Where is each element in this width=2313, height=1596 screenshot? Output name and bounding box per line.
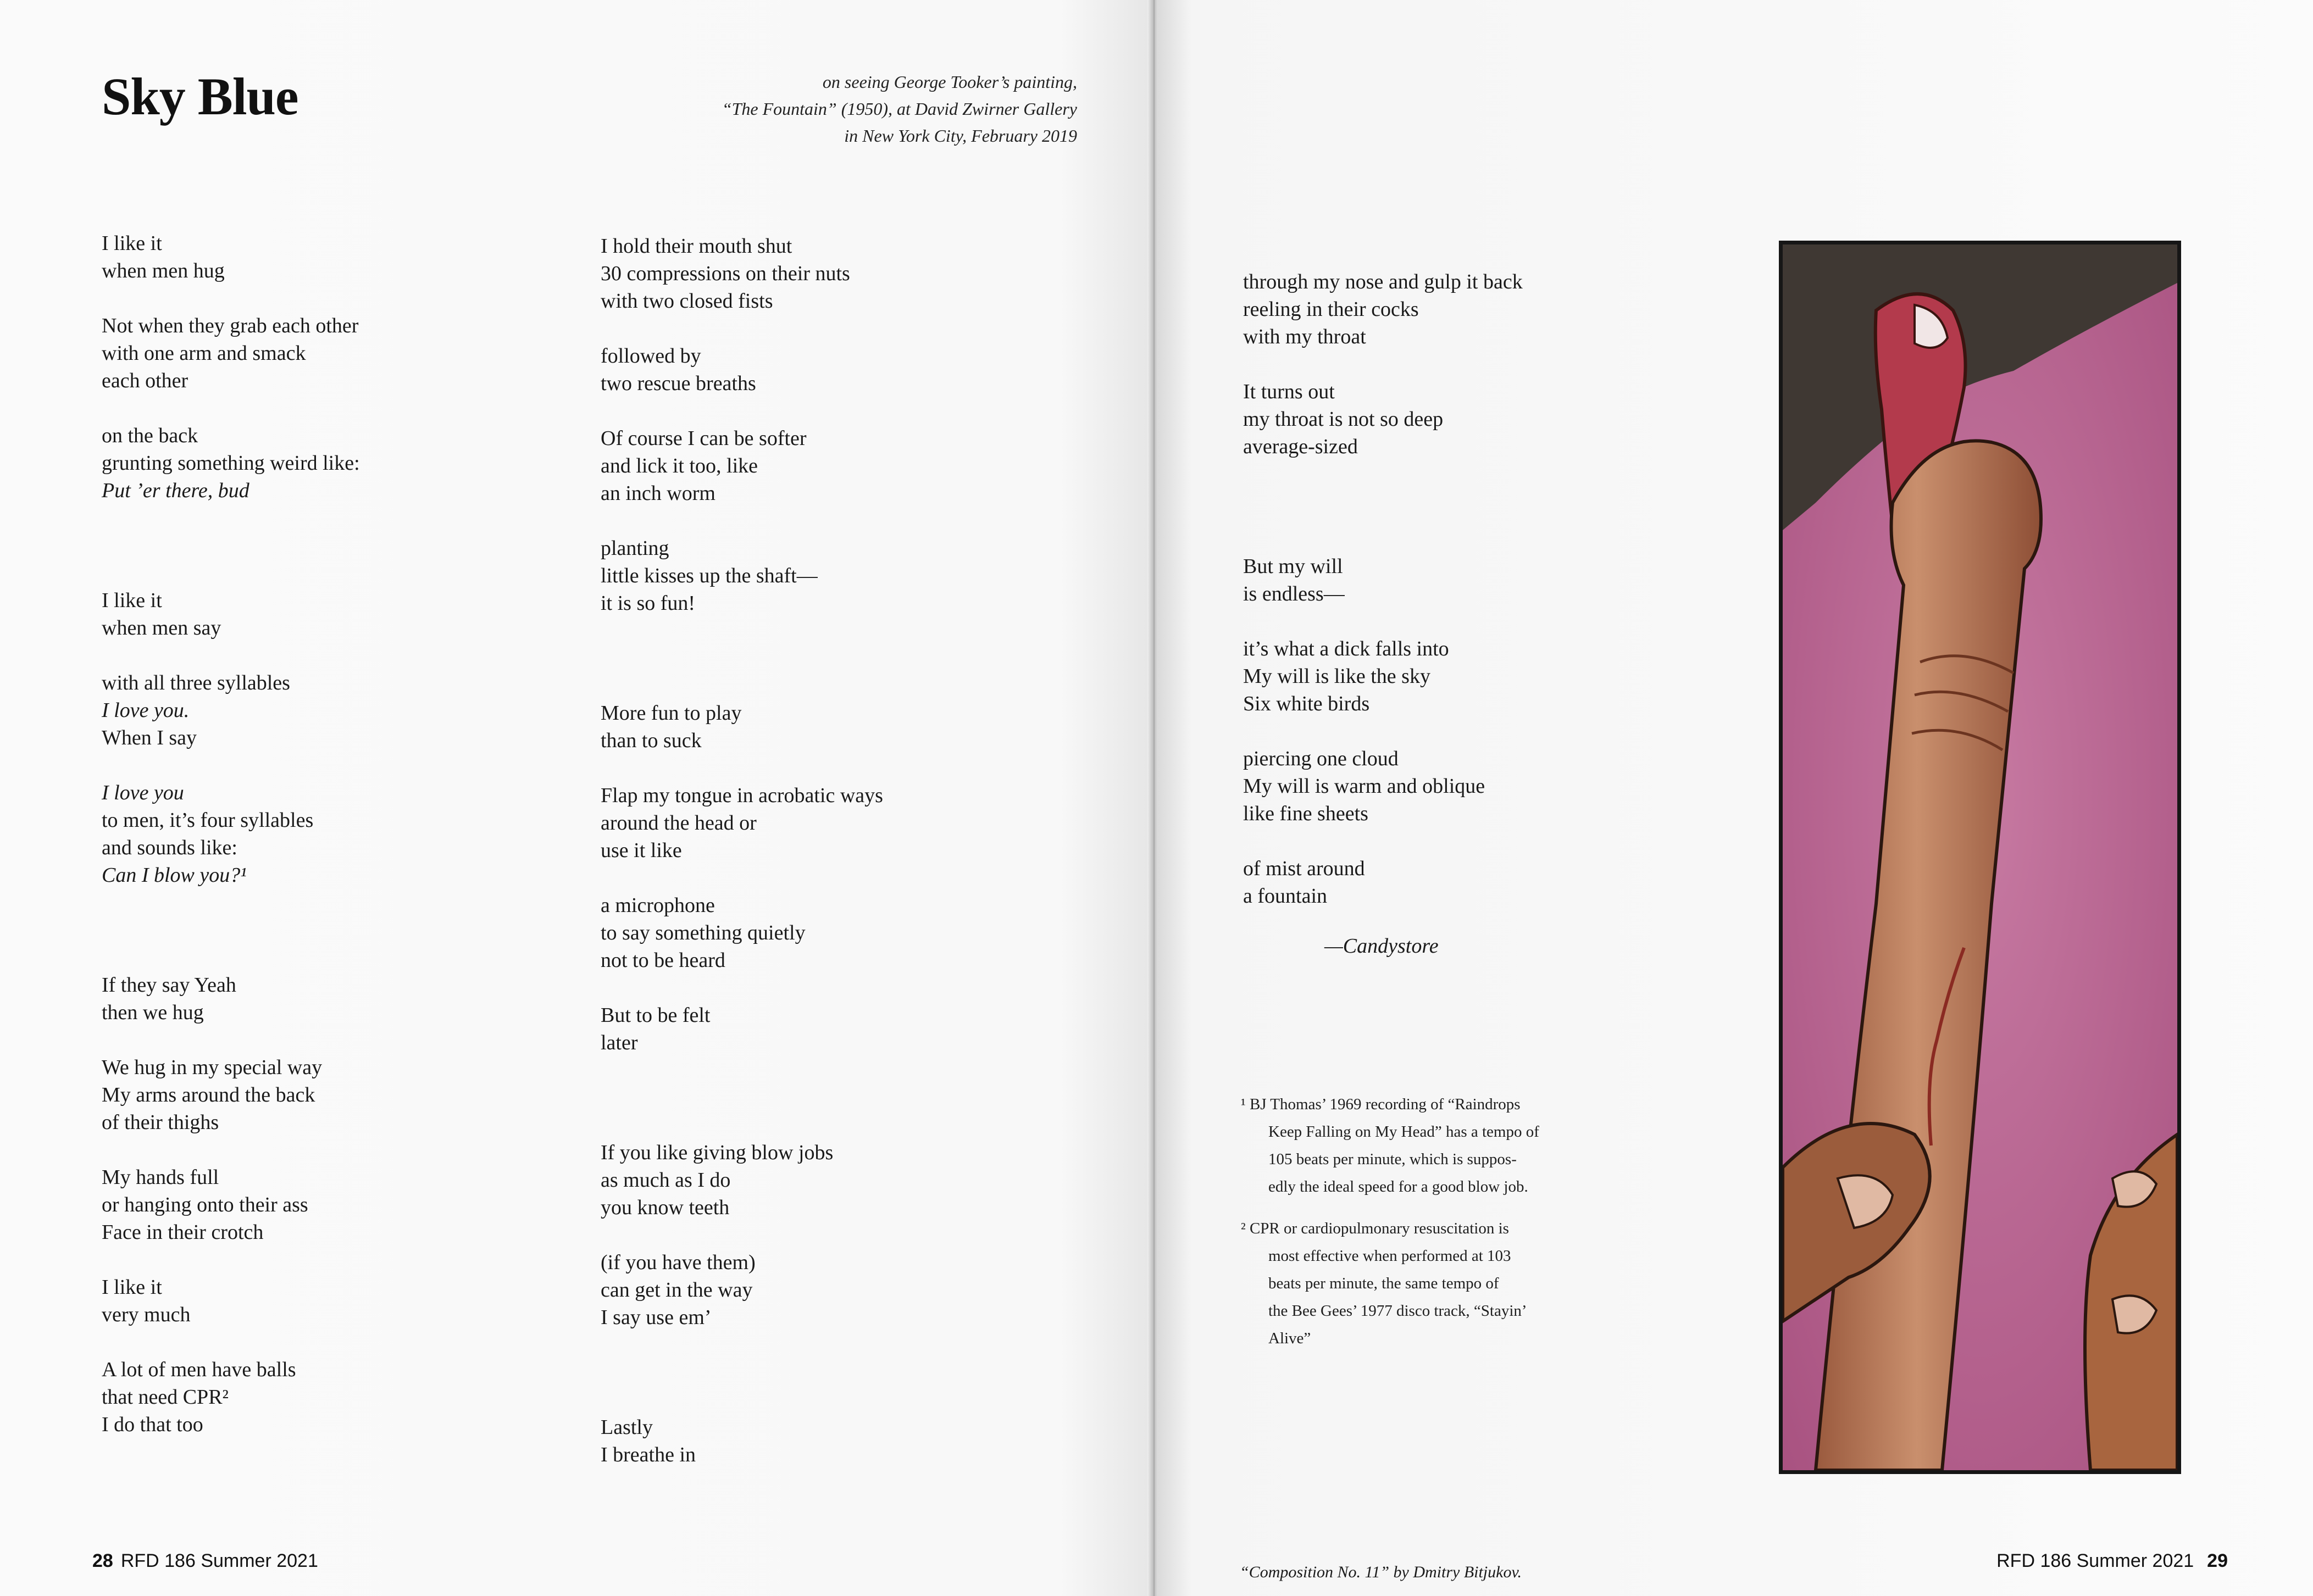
footnote-line: Keep Falling on My Head” has a tempo of — [1268, 1123, 1539, 1141]
footnote-line: Alive” — [1268, 1330, 1311, 1347]
poem-column-1 — [102, 230, 360, 1438]
poem-line: piercing one cloud — [1243, 747, 1399, 770]
poem-column-3 — [1243, 268, 1523, 910]
poem-line: My will is like the sky — [1243, 665, 1430, 688]
poem-line: I like it — [102, 589, 162, 612]
stanza — [601, 342, 883, 397]
poem-line: Lastly — [601, 1416, 653, 1439]
poem-line: My arms around the back — [102, 1083, 315, 1106]
poem-line: Face in their crotch — [102, 1221, 264, 1244]
poem-line: If they say Yeah — [102, 974, 236, 997]
poem-line: Six white birds — [1243, 692, 1370, 715]
author-signature: —Candystore — [1324, 935, 1439, 958]
poem-line: But my will — [1243, 555, 1343, 578]
poem-title: Sky Blue — [102, 67, 298, 126]
poem-line: with all three syllables — [102, 671, 290, 694]
poem-line: Of course I can be softer — [601, 427, 807, 450]
stanza — [601, 425, 883, 507]
page-folio-right — [1996, 1550, 2228, 1572]
poem-line: as much as I do — [601, 1169, 731, 1192]
poem-line: a fountain — [1243, 885, 1328, 908]
stanza — [601, 782, 883, 864]
poem-line: I hold their mouth shut — [601, 235, 792, 258]
poem-line: of mist around — [1243, 857, 1365, 880]
epigraph-line: on seeing George Tooker’s painting, — [822, 72, 1077, 92]
poem-line: around the head or — [601, 811, 757, 835]
poem-line: Not when they grab each other — [102, 314, 359, 337]
poem-line: to say something quietly — [601, 921, 806, 944]
poem-line: 30 compressions on their nuts — [601, 262, 850, 285]
stanza — [601, 1414, 883, 1469]
poem-line: More fun to play — [601, 702, 742, 725]
poem-line: My hands full — [102, 1166, 219, 1189]
poem-line: Flap my tongue in acrobatic ways — [601, 784, 883, 807]
poem-line: two rescue breaths — [601, 372, 756, 395]
stanza — [1243, 635, 1523, 718]
artwork-caption: “Composition No. 11” by Dmitry Bitjukov. — [1240, 1563, 1522, 1581]
stanza — [1243, 378, 1523, 460]
stanza — [1243, 745, 1523, 827]
stanza — [102, 971, 360, 1026]
stanza — [102, 422, 360, 504]
poem-line: If you like giving blow jobs — [601, 1141, 834, 1164]
poem-line: on the back — [102, 424, 198, 447]
poem-line: not to be heard — [601, 949, 725, 972]
stanza — [102, 1356, 360, 1438]
epigraph-line: “The Fountain” (1950), at David Zwirner Gallery — [722, 99, 1077, 119]
poem-line: my throat is not so deep — [1243, 408, 1444, 431]
poem-line: Can I blow you?¹ — [102, 864, 247, 887]
artwork-illustration — [1779, 241, 2181, 1474]
page-number: 29 — [2207, 1550, 2228, 1571]
stanza — [601, 892, 883, 974]
poem-line: planting — [601, 537, 669, 560]
poem-line: I breathe in — [601, 1443, 696, 1466]
poem-line: and lick it too, like — [601, 454, 758, 477]
folio-text: RFD 186 Summer 2021 — [1996, 1550, 2194, 1571]
poem-column-2 — [601, 232, 883, 1469]
page-folio-left — [92, 1550, 318, 1572]
footnote-line: most effective when performed at 103 — [1268, 1247, 1511, 1265]
poem-line: with two closed fists — [601, 290, 773, 313]
poem-line: A lot of men have balls — [102, 1358, 296, 1381]
poem-line: I love you. — [102, 699, 190, 722]
poem-line: Put ’er there, bud — [102, 479, 249, 502]
poem-line: or hanging onto their ass — [102, 1193, 308, 1216]
footnote-line: ¹ BJ Thomas’ 1969 recording of “Raindrops — [1241, 1095, 1521, 1113]
poem-line: little kisses up the shaft— — [601, 564, 818, 587]
poem-line: I say use em’ — [601, 1306, 712, 1329]
stanza — [1243, 855, 1523, 910]
poem-line: and sounds like: — [102, 836, 237, 859]
poem-line: My will is warm and oblique — [1243, 775, 1485, 798]
poem-line: I like it — [102, 1276, 162, 1299]
poem-line: a microphone — [601, 894, 715, 917]
poem-line: very much — [102, 1303, 191, 1326]
epigraph — [583, 69, 1077, 149]
stanza — [1243, 553, 1523, 608]
poem-line: to men, it’s four syllables — [102, 809, 314, 832]
poem-line: with my throat — [1243, 325, 1366, 348]
poem-line: is endless— — [1243, 582, 1345, 605]
poem-line: it is so fun! — [601, 592, 696, 615]
folio-text: RFD 186 Summer 2021 — [120, 1550, 318, 1571]
poem-line: It turns out — [1243, 380, 1335, 403]
footnote-line: ² CPR or cardiopulmonary resuscitation is — [1241, 1220, 1509, 1237]
poem-line: I like it — [102, 232, 162, 255]
footnote-line: 105 beats per minute, which is suppos- — [1268, 1150, 1517, 1168]
poem-line: with one arm and smack — [102, 342, 306, 365]
artwork-svg — [1783, 244, 2177, 1470]
stanza — [601, 232, 883, 315]
stanza — [102, 1274, 360, 1328]
poem-line: average-sized — [1243, 435, 1358, 458]
footnote-line: beats per minute, the same tempo of — [1268, 1275, 1499, 1292]
poem-line: when men hug — [102, 259, 225, 282]
poem-line: then we hug — [102, 1001, 204, 1024]
poem-line: I love you — [102, 781, 184, 804]
poem-line: grunting something weird like: — [102, 452, 360, 475]
poem-line: that need CPR² — [102, 1386, 229, 1409]
footnote-1 — [1241, 1091, 1637, 1200]
stanza — [601, 699, 883, 754]
stanza — [102, 1164, 360, 1246]
poem-line: than to suck — [601, 729, 702, 752]
footnotes — [1241, 1091, 1637, 1366]
epigraph-line: in New York City, February 2019 — [844, 126, 1077, 146]
poem-line: use it like — [601, 839, 682, 862]
stanza — [102, 1054, 360, 1136]
stanza — [601, 1139, 883, 1221]
poem-line: through my nose and gulp it back — [1243, 270, 1523, 293]
poem-line: of their thighs — [102, 1111, 219, 1134]
poem-line: like fine sheets — [1243, 802, 1368, 825]
stanza — [102, 779, 360, 889]
poem-line: an inch worm — [601, 482, 715, 505]
stanza — [102, 587, 360, 642]
stanza — [102, 669, 360, 752]
poem-line: when men say — [102, 616, 221, 639]
poem-line: can get in the way — [601, 1278, 753, 1302]
stanza — [1243, 268, 1523, 351]
poem-line: later — [601, 1031, 638, 1054]
page-number: 28 — [92, 1550, 113, 1571]
poem-line: it’s what a dick falls into — [1243, 637, 1449, 660]
footnote-line: the Bee Gees’ 1977 disco track, “Stayin’ — [1268, 1302, 1527, 1320]
stanza — [601, 1249, 883, 1331]
poem-line: each other — [102, 369, 188, 392]
left-page — [0, 0, 1151, 1596]
poem-line: I do that too — [102, 1413, 203, 1436]
poem-line: We hug in my special way — [102, 1056, 323, 1079]
poem-line: When I say — [102, 726, 197, 749]
stanza — [102, 230, 360, 285]
stanza — [102, 312, 360, 394]
footnote-2 — [1241, 1215, 1637, 1352]
poem-line: But to be felt — [601, 1004, 711, 1027]
stanza — [601, 535, 883, 617]
poem-line: (if you have them) — [601, 1251, 756, 1274]
poem-line: reeling in their cocks — [1243, 298, 1419, 321]
stanza — [601, 1002, 883, 1056]
footnote-line: edly the ideal speed for a good blow job. — [1268, 1178, 1528, 1195]
poem-line: you know teeth — [601, 1196, 730, 1219]
poem-line: followed by — [601, 344, 701, 368]
